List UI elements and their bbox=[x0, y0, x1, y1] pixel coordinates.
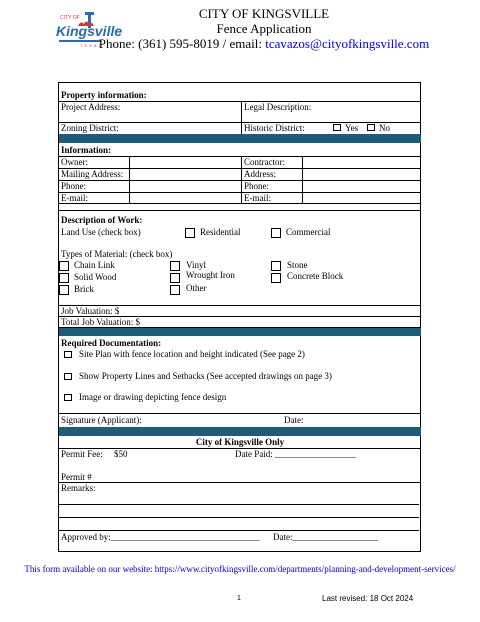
historic-no-checkbox[interactable] bbox=[367, 124, 375, 131]
wrought-iron-checkbox[interactable] bbox=[170, 273, 180, 283]
zoning-district-label: Zoning District: bbox=[61, 123, 119, 133]
remarks-line-3 bbox=[59, 530, 419, 531]
legal-description-label: Legal Description: bbox=[244, 102, 312, 112]
historic-district-label: Historic District: bbox=[244, 123, 305, 133]
site-plan-label: Site Plan with fence location and height indicated (See page 2) bbox=[79, 349, 305, 359]
vinyl-checkbox[interactable] bbox=[170, 261, 180, 271]
contractor-email-label: E-mail: bbox=[244, 193, 271, 203]
page-subtitle: Fence Application bbox=[216, 21, 312, 36]
contact-text: Phone: (361) 595-8019 / email: bbox=[98, 36, 266, 51]
owner-email-label: E-mail: bbox=[61, 193, 88, 203]
contractor-phone-label: Phone: bbox=[244, 181, 270, 191]
permit-number-label: Permit # bbox=[61, 472, 92, 482]
contact-line bbox=[0, 37, 480, 51]
historic-yes-checkbox[interactable] bbox=[333, 124, 341, 131]
section-divider-bar-2 bbox=[59, 328, 421, 336]
fence-design-checkbox[interactable] bbox=[64, 394, 72, 401]
commercial-label: Commercial bbox=[286, 227, 331, 237]
page-title: CITY OF KINGSVILLE bbox=[198, 6, 330, 21]
owner-phone-label: Phone: bbox=[61, 181, 87, 191]
solid-wood-checkbox[interactable] bbox=[59, 273, 69, 283]
total-valuation-label: Total Job Valuation: $ bbox=[61, 317, 140, 327]
signature-date-label: Date: bbox=[284, 415, 304, 425]
wrought-iron-label: Wrought Iron bbox=[186, 270, 235, 280]
commercial-checkbox[interactable] bbox=[271, 228, 281, 238]
remarks-line-2 bbox=[59, 517, 419, 518]
page-number: 1 bbox=[237, 595, 241, 602]
property-lines-checkbox[interactable] bbox=[64, 373, 72, 380]
concrete-block-label: Concrete Block bbox=[287, 271, 344, 281]
property-heading: Property information: bbox=[61, 90, 147, 100]
contractor-address-label: Address: bbox=[244, 169, 276, 179]
last-revised: Last revised: 18 Oct 2024 bbox=[322, 594, 414, 603]
residential-label: Residential bbox=[200, 227, 241, 237]
logo-sub: TEXAS bbox=[80, 43, 104, 48]
permit-fee-value: $50 bbox=[114, 449, 128, 459]
land-use-label: Land Use (check box) bbox=[61, 227, 141, 237]
approved-by-label: Approved by:_________________________________ bbox=[61, 532, 260, 542]
approved-date-label: Date:___________________ bbox=[273, 532, 378, 542]
work-heading: Description of Work: bbox=[61, 215, 143, 225]
permit-fee-label: Permit Fee: bbox=[61, 449, 103, 459]
logo-name: Kingsville bbox=[56, 23, 123, 39]
section-divider-bar-3 bbox=[59, 427, 421, 436]
other-label: Other bbox=[186, 283, 207, 293]
residential-checkbox[interactable] bbox=[185, 228, 195, 238]
logo-small-text: CITY OF bbox=[60, 15, 80, 21]
materials-heading: Types of Material: (check box) bbox=[61, 249, 173, 259]
site-plan-checkbox[interactable] bbox=[64, 351, 72, 358]
fence-design-label: Image or drawing depicting fence design bbox=[79, 392, 227, 402]
mailing-address-label: Mailing Address: bbox=[61, 169, 124, 179]
signature-label: Signature (Applicant): bbox=[61, 415, 142, 425]
date-paid-label: Date Paid: __________________ bbox=[235, 449, 356, 459]
vinyl-label: Vinyl bbox=[186, 260, 206, 270]
website-note[interactable]: This form available on our website: https://www.cityofkingsville.com/departments/planning-and-development-services/ bbox=[24, 564, 456, 574]
office-heading: City of Kingsville Only bbox=[195, 437, 285, 447]
other-checkbox[interactable] bbox=[170, 285, 180, 295]
brick-checkbox[interactable] bbox=[59, 285, 69, 295]
owner-label: Owner: bbox=[61, 157, 88, 167]
stone-checkbox[interactable] bbox=[271, 261, 281, 271]
project-address-label: Project Address: bbox=[61, 102, 121, 112]
solid-wood-label: Solid Wood bbox=[74, 272, 117, 282]
section-divider-bar bbox=[59, 134, 421, 143]
chain-link-checkbox[interactable] bbox=[59, 261, 69, 271]
historic-yes-label: Yes bbox=[345, 123, 359, 133]
remarks-label: Remarks: bbox=[61, 483, 96, 493]
property-lines-label: Show Property Lines and Setbacks (See accepted drawings on page 3) bbox=[79, 371, 332, 381]
email-link[interactable]: tcavazos@cityofkingsville.com bbox=[265, 36, 430, 51]
chain-link-label: Chain Link bbox=[74, 260, 115, 270]
stone-label: Stone bbox=[287, 260, 308, 270]
historic-no-label: No bbox=[379, 123, 390, 133]
docs-heading: Required Documentation: bbox=[61, 338, 162, 348]
concrete-block-checkbox[interactable] bbox=[271, 273, 281, 283]
remarks-line-1 bbox=[59, 504, 419, 505]
contractor-label: Contractor: bbox=[244, 157, 285, 167]
job-valuation-label: Job Valuation: $ bbox=[61, 306, 120, 316]
brick-label: Brick bbox=[74, 284, 94, 294]
information-heading: Information: bbox=[61, 145, 111, 155]
